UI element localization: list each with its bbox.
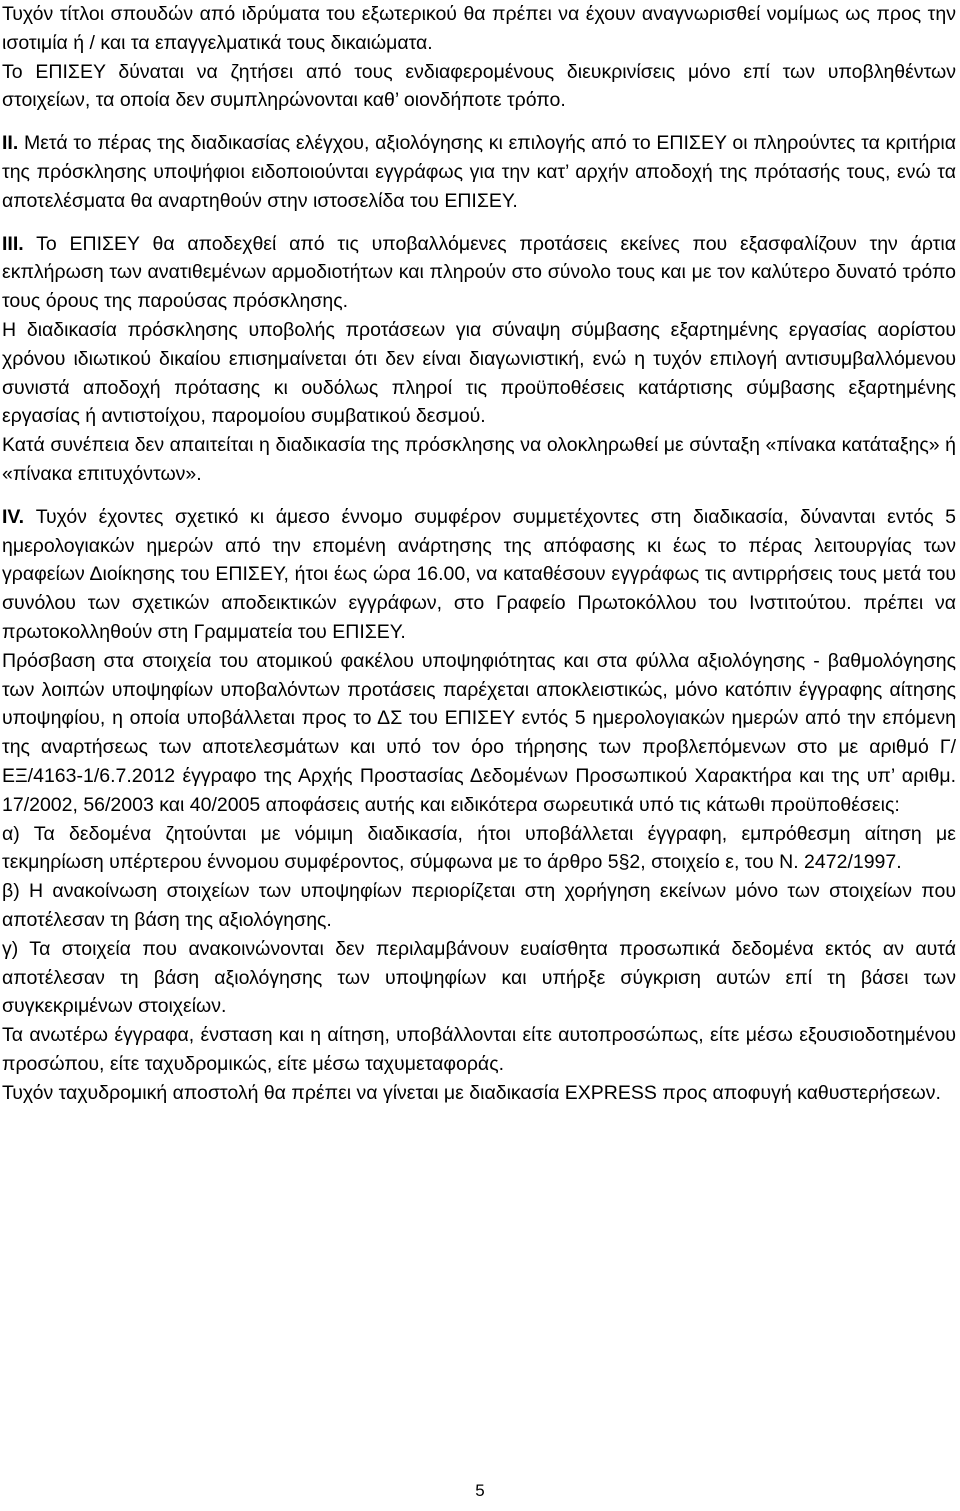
paragraph-postal: [2, 1079, 956, 1108]
section-iv: [2, 503, 956, 647]
paragraph-text: Μετά το πέρας της διαδικασίας ελέγχου, αξιολόγησης κι επιλογής από το ΕΠΙΣΕΥ οι πληρούντες τα κριτήρια της πρόσκλησης υποψήφιοι ειδοποιούνται εγγράφως για την κατ’ αρχήν αποδοχή της πρότασής τους, ενώ τα αποτελέσματα θα αναρτηθούν στην ιστοσελίδα του ΕΠΙΣΕΥ.: [2, 132, 957, 212]
paragraph-access: [2, 647, 956, 820]
section-marker: IV.: [2, 505, 25, 528]
paragraph-text: Το ΕΠΙΣΕΥ θα αποδεχθεί από τις υποβαλλόμενες προτάσεις εκείνες που εξασφαλίζουν την άρτια εκπλήρωση των ανατιθεμένων αρμοδιοτήτων και πληρούν στο σύνολο τους και με τον καλύτερο δυνατό τρόπο τους όρους της παρούσας πρόσκλησης.: [2, 232, 956, 313]
paragraph-text: α) Τα δεδομένα ζητούνται με νόμιμη διαδικασία, ήτοι υποβάλλεται έγγραφη, εμπρόθεσμη αίτηση με τεκμηρίωση υπέρτερου έννομου συμφέροντος, σύμφωνα με το άρθρο 5§2, στοιχείο ε, του Ν. 2472/1997.: [2, 822, 956, 874]
paragraph-submission: [2, 1021, 956, 1079]
paragraph-text: Τυχόν τίτλοι σπουδών από ιδρύματα του εξωτερικού θα πρέπει να έχουν αναγνωρισθεί νομίμως ως προς την ισοτιμία ή / και τα επαγγελματικά τους δικαιώματα.: [2, 3, 956, 54]
paragraph-text: Τα ανωτέρω έγγραφα, ένσταση και η αίτηση, υποβάλλονται είτε αυτοπροσώπως, είτε μέσω εξουσιοδοτημένου προσώπου, είτε ταχυδρομικώς, είτε μέσω ταχυμεταφοράς.: [2, 1024, 956, 1075]
section-marker: ΙΙ.: [2, 132, 19, 155]
document-body: [2, 0, 956, 1107]
section-iii: [2, 230, 956, 316]
paragraph-text: Η διαδικασία πρόσκλησης υποβολής προτάσεων για σύναψη σύμβασης εξαρτημένης εργασίας αορίστου χρόνου ιδιωτικού δικαίου επισημαίνεται ότι δεν είναι διαγωνιστική, ενώ η τυχόν επιλογή αντισυμβαλλόμενου συνιστά αποδοχή πρότασης κι ουδόλως πληροί τις προϋποθέσεις κατάρτισης σύμβασης εξαρτημένης εργασίας ή αντιστοίχου, παρομοίου συμβατικού δεσμού.: [2, 318, 956, 428]
paragraph-text: Τυχόν ταχυδρομική αποστολή θα πρέπει να γίνεται με διαδικασία EXPRESS προς αποφυγή καθυστερήσεων.: [2, 1081, 941, 1104]
paragraph-procedure: [2, 316, 956, 431]
page-number: 5: [475, 1481, 485, 1500]
paragraph-text: Πρόσβαση στα στοιχεία του ατομικού φακέλου υποψηφιότητας και στα φύλλα αξιολόγησης - βαθμολόγησης των λοιπών υποψηφίων υποβαλόντων προτάσεις παρέχεται αποκλειστικώς, μόνο κατόπιν έγγραφης αίτησης υποψηφίου, η οποία υποβάλλεται προς το ΔΣ του ΕΠΙΣΕΥ εντός 5 ημερολογιακών ημερών από την επόμενη της αναρτήσεως των αποτελεσμάτων και υπό τον όρο τήρησης των προβλεπόμενων στο με αριθμό Γ/ΕΞ/4163-1/6.7.2012 έγγραφο της Αρχής Προστασίας Δεδομένων Προσωπικού Χαρακτήρα και της υπ’ αριθμ. 17/2002, 56/2003 και 40/2005 αποφάσεις αυτής και ειδικότερα σωρευτικά υπό τις κάτωθι προϋποθέσεις:: [2, 649, 956, 816]
paragraph-text: γ) Τα στοιχεία που ανακοινώνονται δεν περιλαμβάνουν ευαίσθητα προσωπικά δεδομένα εκτός αν αυτά αποτέλεσαν τη βάση αξιολόγησης των υποψηφίων και υπήρξε σύγκριση αυτών επί τη βάσει των συγκεκριμένων στοιχείων.: [2, 937, 956, 1018]
paragraph-consequence: [2, 431, 956, 489]
section-ii: [2, 129, 956, 215]
paragraph-clarifications: [2, 58, 956, 116]
paragraph-text: Τυχόν έχοντες σχετικό κι άμεσο έννομο συμφέρον συμμετέχοντες στη διαδικασία, δύνανται εντός 5 ημερολογιακών ημερών από την επομένη ανάρτησης της απόφασης κι έως το πέρας λειτουργίας των γραφείων Διοίκησης του ΕΠΙΣΕΥ, ήτοι έως ώρα 16.00, να καταθέσουν εγγράφως τις αντιρρήσεις τους μετά του συνόλου των σχετικών αποδεικτικών εγγράφων, στο Γραφείο Πρωτοκόλλου του Ινστιτούτου. πρέπει να πρωτοκολληθούν στη Γραμματεία του ΕΠΙΣΕΥ.: [2, 505, 957, 643]
paragraph-condition-a: [2, 820, 956, 878]
paragraph-text: Κατά συνέπεια δεν απαιτείται η διαδικασία της πρόσκλησης να ολοκληρωθεί με σύνταξη «πίνακα κατάταξης» ή «πίνακα επιτυχόντων».: [2, 434, 956, 485]
section-marker: ΙΙΙ.: [2, 232, 24, 255]
paragraph-foreign-degrees: [2, 0, 956, 58]
paragraph-text: β) Η ανακοίνωση στοιχείων των υποψηφίων περιορίζεται στη χορήγηση εκείνων μόνο των στοιχείων που αποτέλεσαν τη βάση της αξιολόγησης.: [2, 880, 956, 931]
paragraph-condition-c: [2, 935, 956, 1021]
paragraph-condition-b: [2, 877, 956, 935]
paragraph-text: Το ΕΠΙΣΕΥ δύναται να ζητήσει από τους ενδιαφερομένους διευκρινίσεις μόνο επί των υποβληθέντων στοιχείων, τα οποία δεν συμπληρώνονται καθ’ οιονδήποτε τρόπο.: [2, 60, 956, 112]
